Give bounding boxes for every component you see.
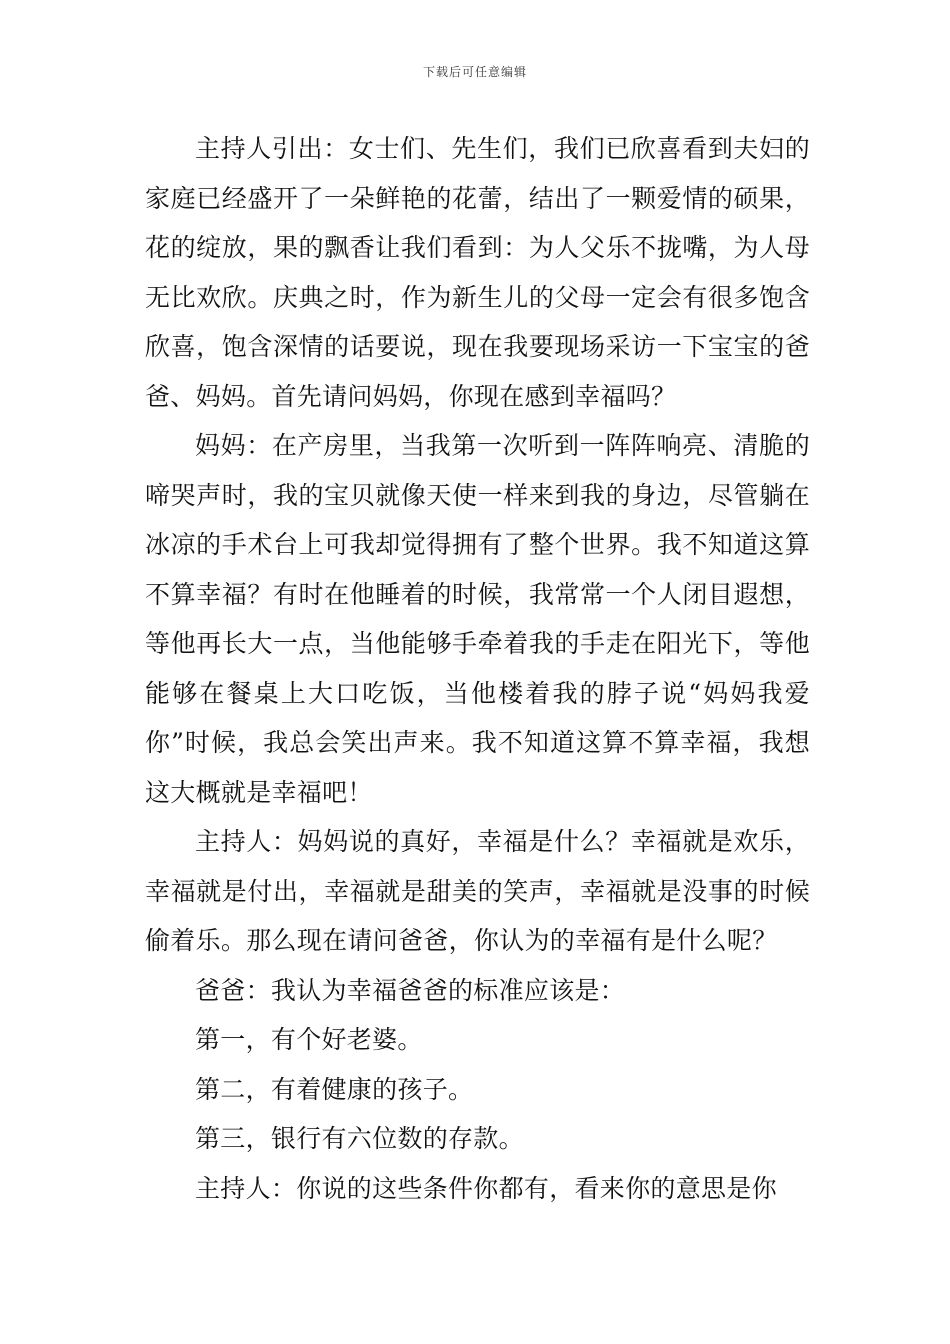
paragraph-host-followup: 主持人：你说的这些条件你都有，看来你的意思是你 — [195, 1173, 777, 1203]
list-item-second: 第二，有着健康的孩子。 — [195, 1074, 474, 1104]
paragraph-father-answer: 爸爸：我认为幸福爸爸的标准应该是： — [195, 975, 626, 1005]
list-item-third: 第三，银行有六位数的存款。 — [195, 1124, 524, 1153]
list-item-first: 第一，有个好老婆。 — [195, 1025, 423, 1054]
paragraph-host-question: 主持人：妈妈说的真好，幸福是什么？幸福就是欢乐，幸福就是付出，幸福就是甜美的笑声，幸福就是没事的时候偷着乐。那么现在请问爸爸，你认为的幸福有是什么呢？ — [145, 827, 810, 955]
page-header: 下载后可任意编辑 — [422, 65, 527, 79]
paragraph-host-intro: 主持人引出：女士们、先生们，我们已欣喜看到夫妇的家庭已经盛开了一朵鲜艳的花蕾，结出了一颗爱情的硕果，花的绽放，果的飘香让我们看到：为人父乐不拢嘴，为人母无比欢欣。庆典之时，作为新生儿的父母一定会有很多饱含欣喜，饱含深情的话要说，现在我要现场采访一下宝宝的爸爸、妈妈。首先请问妈妈，你现在感到幸福吗？ — [145, 134, 810, 411]
document-body — [145, 124, 810, 1213]
paragraph-mother-answer: 妈妈：在产房里，当我第一次听到一阵阵响亮、清脆的啼哭声时，我的宝贝就像天使一样来到我的身边，尽管躺在冰凉的手术台上可我却觉得拥有了整个世界。我不知道这算不算幸福？有时在他睡着的时候，我常常一个人闭目遐想，等他再长大一点，当他能够手牵着我的手走在阳光下，等他能够在餐桌上大口吃饭，当他楼着我的脖子说“妈妈我爱你”时候，我总会笑出声来。我不知道这算不算幸福，我想这大概就是幸福吧！ — [145, 431, 810, 807]
